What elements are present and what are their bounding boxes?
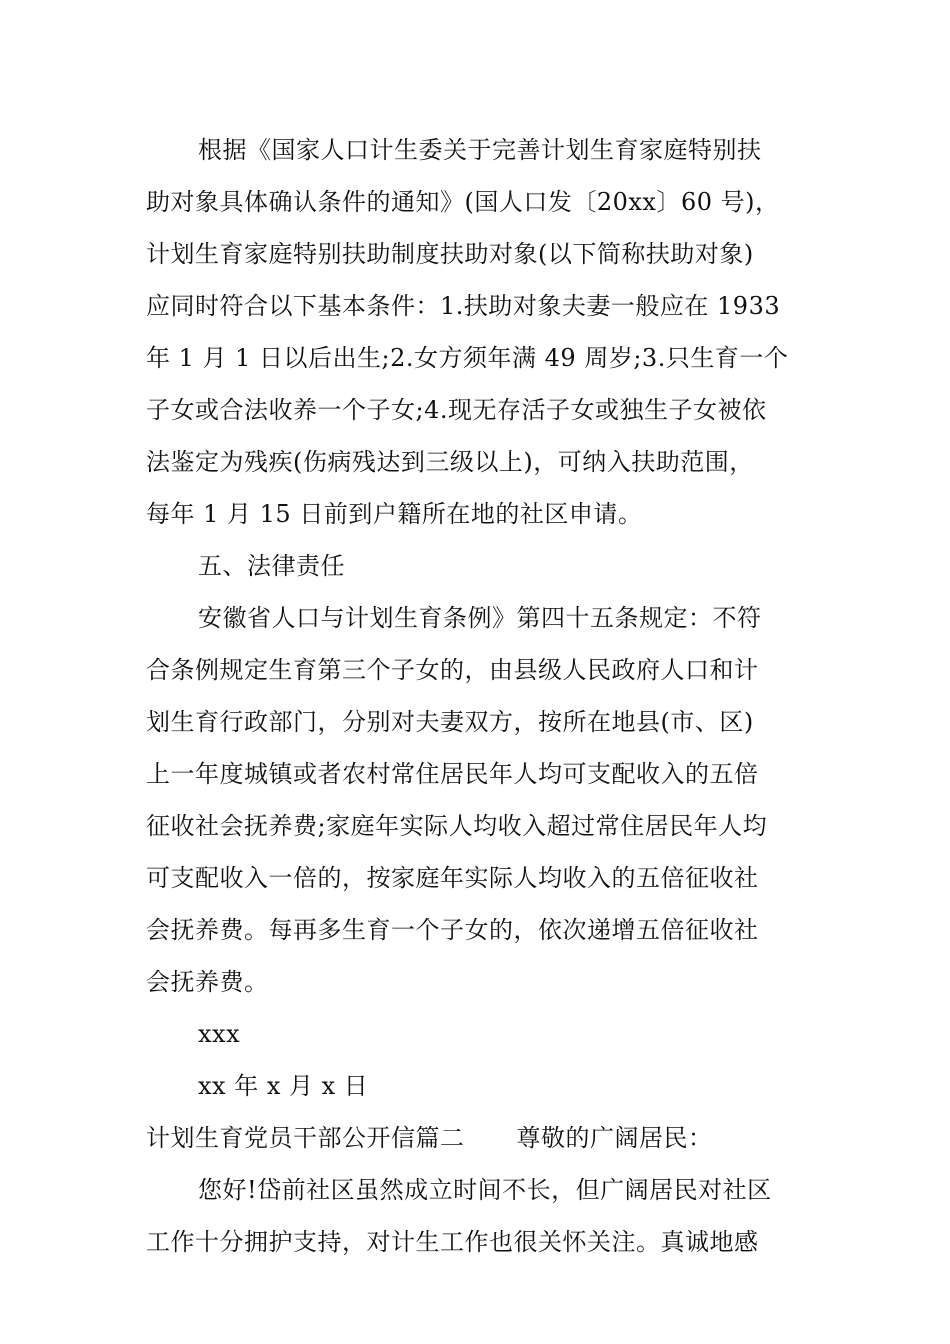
text-line: 根据《国家人口计生委关于完善计划生育家庭特别扶 xyxy=(198,136,762,164)
text-line: 工作十分拥护支持，对计生工作也很关怀关注。真诚地感 xyxy=(146,1228,759,1256)
document-body xyxy=(146,124,806,1268)
text-line: 划生育行政部门，分别对夫妻双方，按所在地县(市、区) xyxy=(146,708,754,736)
paragraph-special-assistance xyxy=(146,124,806,540)
text-line: 安徽省人口与计划生育条例》第四十五条规定：不符 xyxy=(198,604,762,632)
letter-salutation: 尊敬的广阔居民： xyxy=(516,1124,713,1152)
text-line: 计划生育家庭特别扶助制度扶助对象(以下简称扶助对象) xyxy=(146,240,754,268)
letter-heading xyxy=(146,1112,806,1164)
text-line: 会抚养费。 xyxy=(146,968,269,996)
paragraph-legal-liability xyxy=(146,592,806,1008)
text-line: 每年 1 月 15 日前到户籍所在地的社区申请。 xyxy=(146,500,643,528)
text-line: 可支配收入一倍的，按家庭年实际人均收入的五倍征收社 xyxy=(146,864,759,892)
text-line: 应同时符合以下基本条件：1.扶助对象夫妻一般应在 1933 xyxy=(146,292,781,320)
text-line: 会抚养费。每再多生育一个子女的，依次递增五倍征收社 xyxy=(146,916,759,944)
text-line: 征收社会抚养费;家庭年实际人均收入超过常住居民年人均 xyxy=(146,812,768,840)
text-line: 合条例规定生育第三个子女的，由县级人民政府人口和计 xyxy=(146,656,759,684)
text-line: 年 1 月 1 日以后出生;2.女方须年满 49 周岁;3.只生育一个 xyxy=(146,344,789,372)
signature: xxx xyxy=(198,1020,241,1048)
text-line: 助对象具体确认条件的通知》(国人口发〔20xx〕60 号)， xyxy=(146,188,780,216)
date: xx 年 x 月 x 日 xyxy=(198,1072,369,1100)
text-line: 上一年度城镇或者农村常住居民年人均可支配收入的五倍 xyxy=(146,760,759,788)
text-line: 子女或合法收养一个子女;4.现无存活子女或独生子女被依 xyxy=(146,396,767,424)
text-line: 法鉴定为残疾(伤病残达到三级以上)，可纳入扶助范围， xyxy=(146,448,754,476)
letter-title: 计划生育党员干部公开信篇二 xyxy=(146,1124,465,1152)
paragraph-letter-body xyxy=(146,1164,806,1268)
text-line: 您好!岱前社区虽然成立时间不长，但广阔居民对社区 xyxy=(198,1176,772,1204)
section-heading-legal-liability: 五、法律责任 xyxy=(198,552,345,580)
